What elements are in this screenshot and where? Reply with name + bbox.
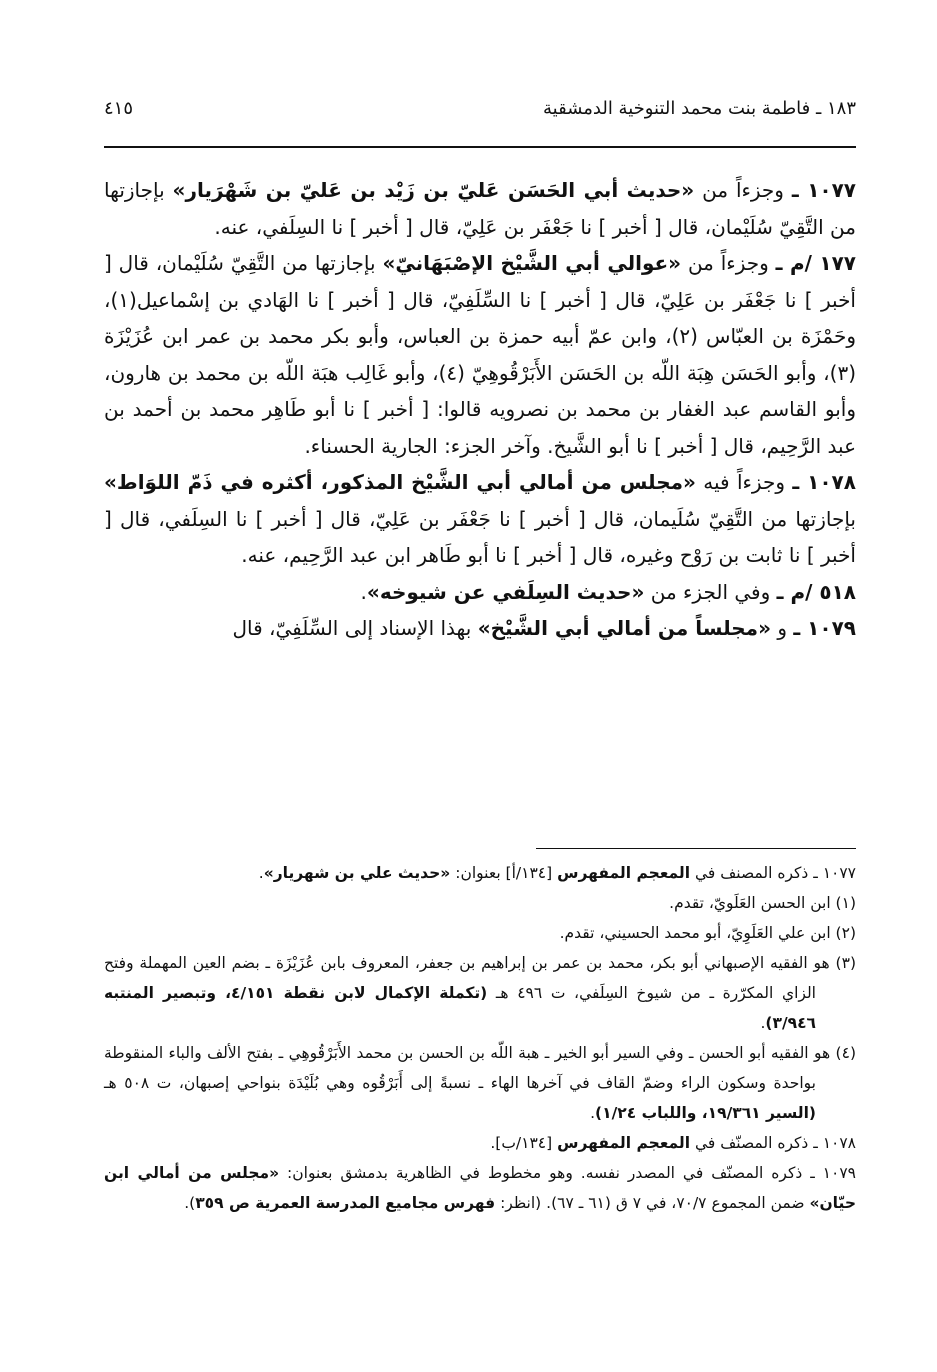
footnote-text: (٤) هو الفقيه أبو الحسن ـ وفي السير أبو الخير ـ هبة اللّه بن الحسن بن محمد الأَبَرْقُوهِي ـ بفتح الألف والباء المنقوطة بواحدة وسكون الراء وضمّ القاف في آخرها الهاء ـ نسبةً إلى أَبَرْقُوه وهي بُلَيْدَة بنواحي إصبهان، ت ٥٠٨ هـ — [104, 1044, 856, 1092]
entry-number: ١٠٧٧ ـ — [791, 178, 857, 202]
footnote — [104, 858, 856, 888]
footnote-text: ١٠٧٧ ـ ذكره المصنف في — [690, 864, 856, 882]
entry — [104, 172, 856, 245]
entry-lead: و — [770, 616, 787, 640]
footnote-bold: المعجم المفهرس — [557, 864, 691, 882]
footnote — [104, 1038, 856, 1128]
footnote-bold: «مجلس من أمالي ابن حيّان» — [104, 1164, 856, 1212]
header-rule — [104, 146, 856, 148]
footnote-text: . — [590, 1104, 596, 1122]
entry-text: بإجازتها من التَّقِيّ سُلَيْمان، قال [ أخبر ] نا جَعْفَر بن عَلِيّ، قال [ أخبر ] نا السِلَفي، عنه. — [104, 178, 856, 239]
page-number: ٤١٥ — [104, 98, 134, 119]
entry-text: بهذا الإسناد إلى السِّلَفِيّ، قال — [232, 616, 478, 640]
footnote — [104, 1158, 856, 1218]
entry — [104, 574, 856, 611]
footnote — [104, 1128, 856, 1158]
entry-number: ١٠٧٩ ـ — [793, 616, 856, 640]
entry-lead: وجزءاً من — [694, 178, 784, 202]
entry-number: ١٠٧٨ ـ — [792, 470, 856, 494]
running-header — [104, 92, 856, 134]
footnote — [104, 948, 856, 1038]
entry-number: ١٧٧ /م ـ — [775, 251, 856, 275]
entry-title: «مجلساً من أمالي أبي الشَّيْخ» — [477, 616, 771, 640]
footnote-bold: المعجم المفهرس — [557, 1134, 691, 1152]
entry-text: . — [360, 579, 367, 604]
entry-text: بإجازتها من التَّقِيّ سُلَيْمان، قال [ أخبر ] نا جَعْفَر بن عَلِيّ، قال [ أخبر ] نا السِّلَفِيّ، قال [ أخبر ] نا الهَادي بن إسْماعيل(١)، وحَمْزَة بن العبّاس (٢)، وابن عمّ أبيه حمزة بن العباس، وأبو بكر محمد بن عمر ابن عُزَيْزَة (٣)، وأبو الحَسَن هِبَة اللّه بن الحَسَن الأَبَرْقُوهِيّ (٤)، وأبو غَالِب هبَة اللّه بن محمد بن هارون، وأبو القاسم عبد الغفار بن محمد بن نصرويه قالوا: [ أخبر ] نا أبو طَاهِر محمد بن أحمد بن عبد الرَّحِيم، قال [ أخبر ] نا أبو الشَّيخ. وآخر الجزء: الجارية الحسناء. — [104, 251, 856, 458]
footnote-text: (٢) ابن علي العَلَوِيّ، أبو محمد الحسيني، تقدم. — [559, 924, 856, 942]
entry-lead: وجزءاً فيه — [695, 470, 785, 494]
footnote-text: [١٣٤/أ] بعنوان: — [450, 864, 558, 882]
running-title: ١٨٣ ـ فاطمة بنت محمد التنوخية الدمشقية — [543, 98, 856, 119]
footnote-text: ). — [184, 1194, 196, 1212]
entry — [104, 464, 856, 574]
footnote-text: . — [258, 864, 264, 882]
footnote-text: ١٠٧٩ ـ ذكره المصنّف في المصدر نفسه. وهو مخطوط في الظاهرية بدمشق بعنوان: — [279, 1164, 856, 1182]
footnotes — [104, 858, 856, 1218]
footnote-separator — [536, 848, 856, 849]
entry — [104, 245, 856, 464]
footnote-bold: (السير ١٩/٣٦١، واللباب ١/٢٤) — [595, 1104, 816, 1122]
footnote-bold: «حديث علي بن شهريار» — [263, 864, 451, 882]
entry-lead: وجزءاً من — [681, 251, 769, 275]
footnote-text: . — [760, 1014, 766, 1032]
entry-title: «مجلس من أمالي أبي الشَّيْخ المذكور، أكثره في ذَمّ اللوَاط» — [104, 470, 696, 494]
entry-title: «حديث أبي الحَسَن عَليّ بن زَيْد بن عَليّ بن شَهْرَيار» — [172, 178, 695, 202]
entry-title: «حديث السِلَفي عن شيوخه» — [366, 579, 645, 604]
footnote-text: [١٣٤/ب]. — [490, 1134, 558, 1152]
entry-text: بإجازتها من التَّقِيّ سُلَيمان، قال [ أخبر ] نا جَعْفَر بن عَلِيّ، قال [ أخبر ] نا السِلَفي، قال [ أخبر ] نا ثابت بن رَوْح وغيره، قال [ أخبر ] نا أبو طَاهر ابن عبد الرَّحِيم، عنه. — [104, 506, 856, 567]
footnote — [104, 918, 856, 948]
footnote-text: (١) ابن الحسن العَلَويّ، تقدم. — [669, 894, 856, 912]
entry — [104, 610, 856, 647]
footnote-text: (٣) هو الفقيه الإصبهاني أبو بكر، محمد بن عمر بن إبراهيم بن جعفر، المعروف بابن عُزَيْزَة ـ بضم العين المهملة وفتح الزاي المكرّرة ـ من شيوخ السِلَفي، ت ٤٩٦ هـ — [104, 954, 856, 1002]
footnote-bold: فهرس مجاميع المدرسة العمرية ص ٣٥٩ — [195, 1194, 496, 1212]
entry-number: ٥١٨ /م ـ — [776, 579, 856, 604]
footnote — [104, 888, 856, 918]
entry-lead: وفي الجزء من — [644, 579, 771, 604]
footnote-text: ١٠٧٨ ـ ذكره المصنّف في — [690, 1134, 856, 1152]
footnote-text: ضمن المجموع ٧٠/٧، في ٧ ق (٦١ ـ ٦٧). (انظر: — [495, 1194, 810, 1212]
main-text — [104, 172, 856, 647]
entry-title: «عوالي أبي الشَّيْخ الإصْبَهَانيّ» — [382, 251, 682, 275]
footnote-bold: (تكملة الإكمال لابن نقطة ٤/١٥١، وتبصير المنتبه ٣/٩٤٦) — [104, 984, 816, 1032]
